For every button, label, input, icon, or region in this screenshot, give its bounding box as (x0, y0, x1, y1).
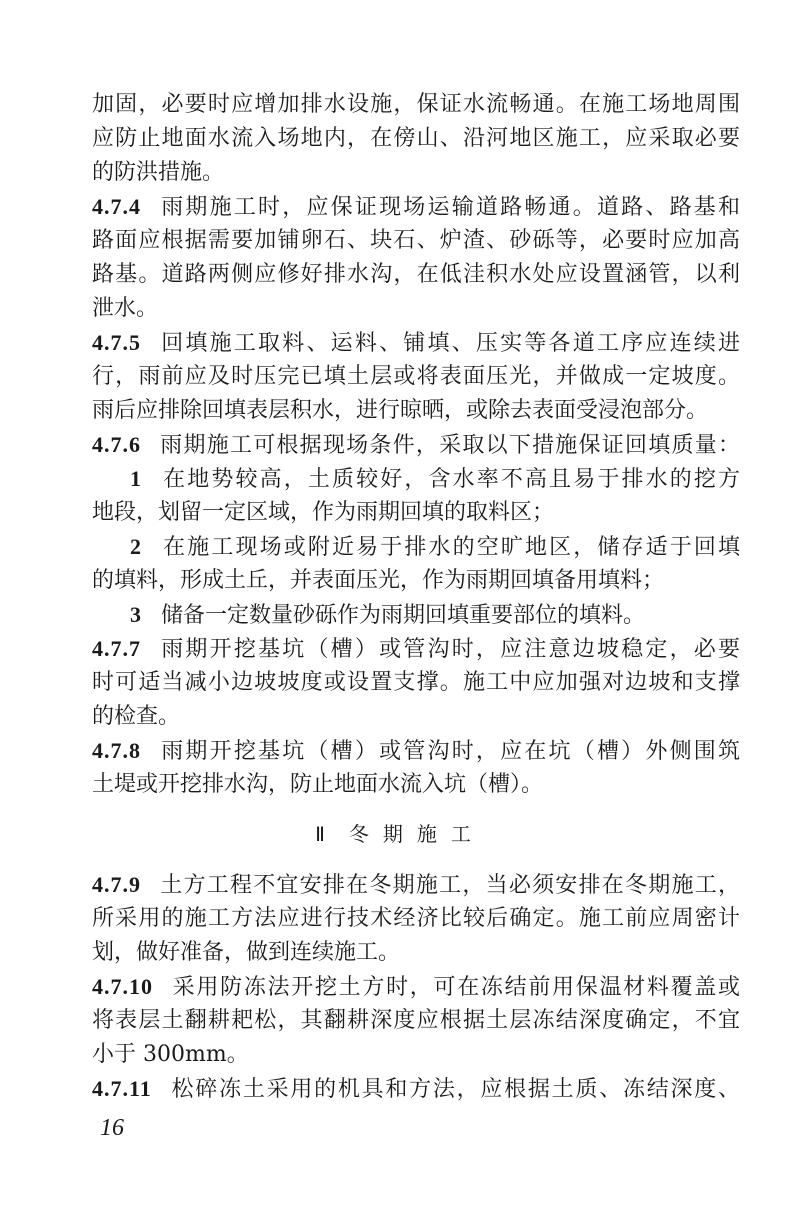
text-line: 雨期开挖基坑（槽）或管沟时，应注意边坡稳定，必要 (159, 637, 740, 662)
text-line: 加固，必要时应增加排水设施，保证水流畅通。在施工场地周围 (92, 92, 740, 117)
clause-number: 4.7.5 (92, 330, 141, 355)
text-line: 的防洪措施。 (92, 160, 225, 185)
text-line: 雨期施工时，应保证现场运输道路畅通。道路、路基和 (159, 195, 740, 220)
text-line: 在地势较高，土质较好，含水率不高且易于排水的挖方 (161, 467, 740, 492)
clause-number: 4.7.4 (92, 194, 141, 219)
clause-4-7-5 (92, 326, 740, 360)
list-item-2 (92, 530, 740, 564)
text-line: 土方工程不宜安排在冬期施工，当必须安排在冬期施工， (159, 873, 740, 898)
item-number: 2 (130, 534, 141, 559)
section-numeral: Ⅱ (315, 824, 339, 846)
clause-4-7-8 (92, 734, 740, 768)
text-line: 小于 300mm。 (92, 1042, 249, 1067)
text-line: 应防止地面水流入场地内，在傍山、沿河地区施工，应采取必要 (92, 126, 740, 151)
text-line: 所采用的施工方法应进行技术经济比较后确定。施工前应周密计 (92, 906, 740, 931)
text-line: 雨后应排除回填表层积水，进行晾晒，或除去表面受浸泡部分。 (92, 398, 709, 423)
clause-number: 4.7.7 (92, 636, 141, 661)
clause-number: 4.7.6 (92, 432, 141, 457)
clause-number: 4.7.10 (92, 974, 153, 999)
list-item-3 (92, 598, 740, 632)
text-line: 雨期施工可根据现场条件，采取以下措施保证回填质量： (159, 433, 740, 458)
section-heading (0, 818, 800, 847)
text-line: 松碎冻土采用的机具和方法，应根据土质、冻结深度、 (169, 1077, 740, 1102)
text-line: 回填施工取料、运料、铺填、压实等各道工序应连续进 (159, 331, 740, 356)
clause-4-7-10 (92, 970, 740, 1004)
text-line: 路基。道路两侧应修好排水沟，在低洼积水处应设置涵管，以利 (92, 262, 740, 287)
item-number: 3 (130, 602, 141, 627)
text-line: 泄水。 (92, 296, 159, 321)
item-number: 1 (130, 466, 141, 491)
document-body-upper (92, 88, 740, 802)
text-line: 的检查。 (92, 704, 181, 729)
clause-number: 4.7.9 (92, 872, 141, 897)
section-title: 冬期施工 (348, 822, 485, 846)
text-line: 地段，划留一定区域，作为雨期回填的取料区； (92, 500, 555, 525)
text-line: 土堤或开挖排水沟，防止地面水流入坑（槽）。 (92, 772, 544, 797)
text-line: 划，做好准备，做到连续施工。 (92, 940, 401, 965)
text-line: 在施工现场或附近易于排水的空旷地区，储存适于回填 (161, 535, 740, 560)
text-line: 采用防冻法开挖土方时，可在冻结前用保温材料覆盖或 (171, 975, 740, 1000)
clause-4-7-6 (92, 428, 740, 462)
text-line: 将表层土翻耕耙松，其翻耕深度应根据土层冻结深度确定，不宜 (92, 1008, 740, 1033)
clause-4-7-4 (92, 190, 740, 224)
text-line: 雨期开挖基坑（槽）或管沟时，应在坑（槽）外侧围筑 (159, 739, 740, 764)
clause-number: 4.7.11 (92, 1076, 152, 1101)
page-number: 16 (100, 1115, 124, 1141)
document-body-lower (92, 868, 740, 1106)
text-line: 时可适当减小边坡坡度或设置支撑。施工中应加强对边坡和支撑 (92, 670, 740, 695)
text-line: 行，雨前应及时压完已填土层或将表面压光，并做成一定坡度。 (92, 364, 740, 389)
clause-number: 4.7.8 (92, 738, 141, 763)
clause-4-7-9 (92, 868, 740, 902)
text-line: 的填料，形成土丘，并表面压光，作为雨期回填备用填料； (92, 568, 665, 593)
text-line: 路面应根据需要加铺卵石、块石、炉渣、砂砾等，必要时应加高 (92, 228, 740, 253)
clause-4-7-7 (92, 632, 740, 666)
text-line: 储备一定数量砂砾作为雨期回填重要部位的填料。 (161, 603, 646, 628)
clause-4-7-11 (92, 1072, 740, 1106)
list-item-1 (92, 462, 740, 496)
